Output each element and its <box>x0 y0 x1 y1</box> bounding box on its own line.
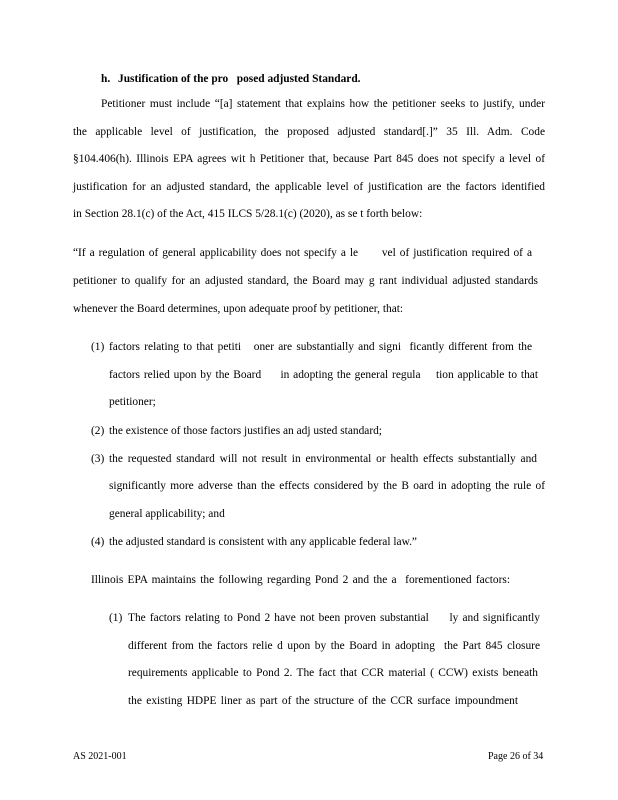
factor-line: petitioner; <box>109 396 156 408</box>
body-line: the applicable level of justification, the proposed adjusted standard[.]” 35 Ill. Adm. Code <box>73 126 545 138</box>
pond2-number: (1) <box>109 612 123 624</box>
factor-line: the requested standard will not result in environmental or health effects substantially and <box>109 453 537 465</box>
factor-number: (4) <box>91 536 105 548</box>
pond2-line: the existing HDPE liner as part of the structure of the CCR surface impoundment <box>128 695 518 707</box>
quote-line: petitioner to qualify for an adjusted standard, the Board may g rant individual adjusted standards <box>73 275 538 287</box>
factor-number: (3) <box>91 453 105 465</box>
factor-line: factors relied upon by the Board in adopting the general regula tion applicable to that <box>109 369 538 381</box>
pond2-line: different from the factors relie d upon by the Board in adopting the Part 845 closure <box>128 640 540 652</box>
footer-docket-number: AS 2021-001 <box>73 751 127 762</box>
factor-line: significantly more adverse than the effects considered by the B oard in adopting the rule of <box>109 480 545 492</box>
body-line: §104.406(h). Illinois EPA agrees wit h Petitioner that, because Part 845 does not specify a level of <box>73 153 545 165</box>
quote-line: “If a regulation of general applicability does not specify a le vel of justification required of a <box>73 247 532 259</box>
section-heading: Justification of the pro posed adjusted Standard. <box>118 73 361 85</box>
body-line: in Section 28.1(c) of the Act, 415 ILCS 5/28.1(c) (2020), as se t forth below: <box>73 208 423 220</box>
body-line: Petitioner must include “[a] statement that explains how the petitioner seeks to justify, under <box>101 98 545 110</box>
factor-line: the existence of those factors justifies an adj usted standard; <box>109 425 382 437</box>
body-line: justification for an adjusted standard, the applicable level of justification are the factors identified <box>73 181 545 193</box>
body-line: Illinois EPA maintains the following regarding Pond 2 and the a forementioned factors: <box>91 574 510 586</box>
pond2-line: The factors relating to Pond 2 have not been proven substantial ly and significantly <box>128 612 540 624</box>
footer-page-number: Page 26 of 34 <box>488 751 544 762</box>
quote-line: whenever the Board determines, upon adequate proof by petitioner, that: <box>73 303 404 315</box>
factor-number: (1) <box>91 341 105 353</box>
pond2-line: requirements applicable to Pond 2. The fact that CCR material ( CCW) exists beneath <box>128 667 538 679</box>
factor-line: general applicability; and <box>109 508 225 520</box>
factor-line: the adjusted standard is consistent with any applicable federal law.” <box>109 536 417 548</box>
factor-number: (2) <box>91 425 105 437</box>
factor-line: factors relating to that petiti oner are substantially and signi ficantly different from the <box>109 341 532 353</box>
section-label: h. <box>101 73 111 85</box>
